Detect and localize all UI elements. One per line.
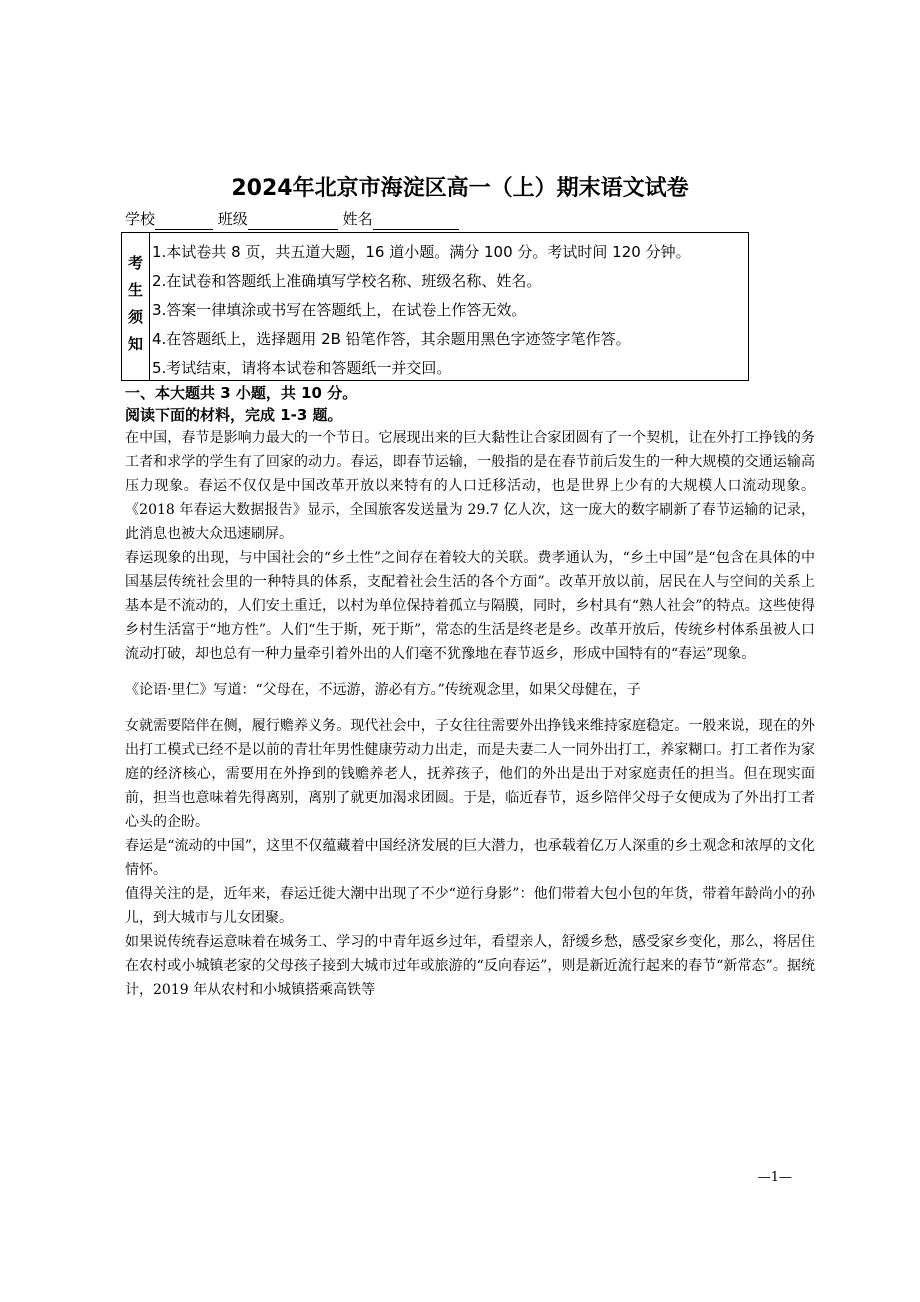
passage-paragraph: 《论语·里仁》写道：“父母在，不远游，游必有方。”传统观念里，如果父母健在，子 (125, 682, 641, 698)
passage-paragraph: 值得关注的是，近年来，春运迁徙大潮中出现了不少“逆行身影”：他们带着大包小包的年货，带着年龄尚小的孙儿，到大城市与儿女团聚。 (125, 886, 815, 926)
passage-paragraph: 如果说传统春运意味着在城务工、学习的中青年返乡过年，看望亲人，舒缓乡愁，感受家乡变化，那么，将居住在农村或小城镇老家的父母孩子接到大城市过年或旅游的“反向春运”，则是新近流行起来的春节“新常态”。据统计，2019 年从农村和小城镇搭乘高铁等 (125, 934, 815, 998)
notice-item: 5.考试结束，请将本试卷和答题纸一并交回。 (152, 359, 452, 377)
notice-item: 2.在试卷和答题纸上准确填写学校名称、班级名称、姓名。 (152, 272, 542, 290)
school-label: 学校 (125, 210, 156, 228)
exam-notice-box (121, 232, 749, 381)
notice-item: 3.答案一律填涂或书写在答题纸上，在试卷上作答无效。 (152, 301, 527, 319)
page-title: 2024年北京市海淀区高一（上）期末语文试卷 (231, 176, 689, 201)
school-blank (155, 213, 213, 230)
section-instruction: 阅读下面的材料，完成 1-3 题。 (125, 406, 343, 424)
class-blank (248, 213, 338, 230)
passage-paragraph: 春运是“流动的中国”，这里不仅蕴藏着中国经济发展的巨大潜力，也承载着亿万人深重的乡土观念和浓厚的文化情怀。 (125, 838, 815, 878)
main-content (125, 382, 815, 1002)
page-number: —1— (757, 1170, 792, 1185)
passage-paragraph: 在中国，春节是影响力最大的一个节日。它展现出来的巨大黏性让合家团圆有了一个契机，让在外打工挣钱的务工者和求学的学生有了回家的动力。春运，即春节运输，一般指的是在春节前后发生的一种大规模的交通运输高压力现象。春运不仅仅是中国改革开放以来特有的人口迁移活动，也是世界上少有的大规模人口流动现象。《2018 年春运大数据报告》显示，全国旅客发送量为 29.7 亿人次，这一庞大的数字刷新了春节运输的记录，此消息也被大众迅速刷屏。 (125, 430, 815, 542)
notice-item: 4.在答题纸上，选择题用 2B 铅笔作答，其余题用黑色字迹签字笔作答。 (152, 330, 631, 348)
class-label: 班级 (217, 210, 248, 228)
name-label: 姓名 (342, 210, 373, 228)
notice-list (150, 233, 748, 380)
name-blank (373, 213, 459, 230)
passage-paragraph: 女就需要陪伴在侧，履行赡养义务。现代社会中，子女往往需要外出挣钱来维持家庭稳定。一般来说，现在的外出打工模式已经不是以前的青壮年男性健康劳动力出走，而是夫妻二人一同外出打工，养家糊口。打工者作为家庭的经济核心，需要用在外挣到的钱赡养老人，抚养孩子，他们的外出是出于对家庭责任的担当。但在现实面前，担当也意味着先得离别，离别了就更加渴求团圆。于是，临近春节，返乡陪伴父母子女便成为了外出打工者心头的企盼。 (125, 718, 815, 830)
passage-paragraph: 春运现象的出现，与中国社会的“乡土性”之间存在着较大的关联。费孝通认为，“乡土中国”是“包含在具体的中国基层传统社会里的一种特具的体系，支配着社会生活的各个方面”。改革开放以前，居民在人与空间的关系上基本是不流动的，人们安土重迁，以村为单位保持着孤立与隔膜，同时，乡村具有“熟人社会”的特点。这些使得乡村生活富于“地方性”。人们“生于斯，死于斯”，常态的生活是终老是乡。改革开放后，传统乡村体系虽被人口流动打破，却也总有一种力量牵引着外出的人们毫不犹豫地在春节返乡，形成中国特有的“春运”现象。 (125, 550, 815, 662)
notice-item: 1.本试卷共 8 页，共五道大题，16 道小题。满分 100 分。考试时间 120 分钟。 (152, 243, 691, 261)
section-heading: 一、本大题共 3 小题，共 10 分。 (125, 384, 358, 402)
student-info-line (125, 208, 459, 230)
notice-label: 考生须知 (122, 233, 150, 380)
